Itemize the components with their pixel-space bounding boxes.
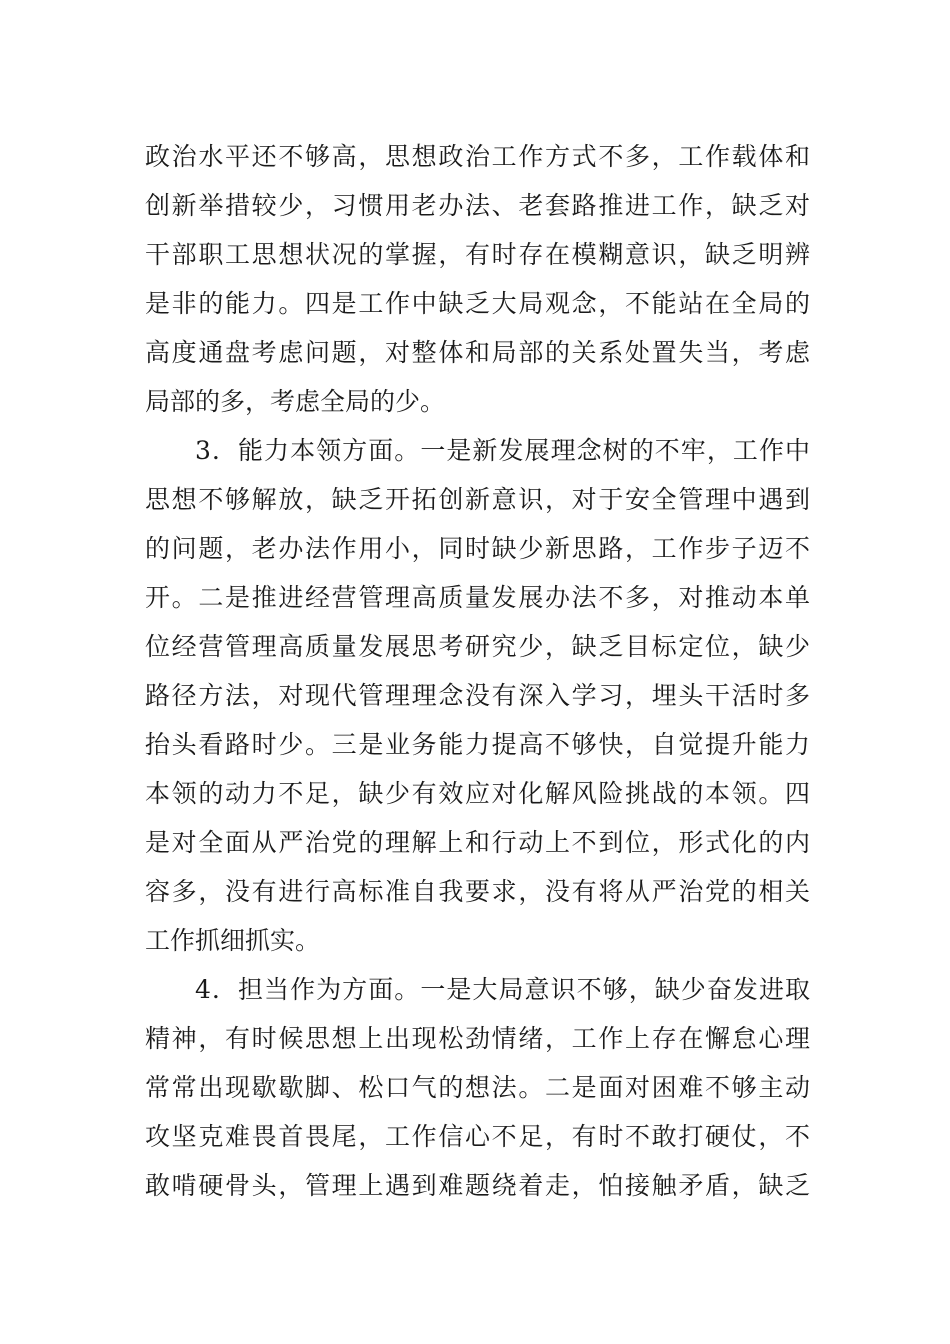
body-text: [145, 132, 810, 1210]
text-line: 抬头看路时少。三是业务能力提高不够快，自觉提升能力: [145, 730, 810, 759]
text-line: 局部的多，考虑全局的少。: [145, 387, 446, 416]
section-heading-line: 4．担当作为方面。一是大局意识不够，缺少奋发进取: [195, 975, 810, 1004]
text-line: 攻坚克难畏首畏尾，工作信心不足，有时不敢打硬仗，不: [145, 1122, 810, 1151]
text-line: 是非的能力。四是工作中缺乏大局观念，不能站在全局的: [145, 289, 810, 318]
text-line: 位经营管理高质量发展思考研究少，缺乏目标定位，缺少: [145, 632, 810, 661]
text-line: 常常出现歇歇脚、松口气的想法。二是面对困难不够主动: [145, 1073, 810, 1102]
text-line: 政治水平还不够高，思想政治工作方式不多，工作载体和: [145, 142, 810, 171]
text-line: 干部职工思想状况的掌握，有时存在模糊意识，缺乏明辨: [145, 240, 810, 269]
text-line: 思想不够解放，缺乏开拓创新意识，对于安全管理中遇到: [145, 485, 810, 514]
text-line: 是对全面从严治党的理解上和行动上不到位，形式化的内: [145, 828, 810, 857]
text-line: 精神，有时候思想上出现松劲情绪，工作上存在懈怠心理: [145, 1024, 810, 1053]
text-line: 路径方法，对现代管理理念没有深入学习，埋头干活时多: [145, 681, 810, 710]
text-line: 开。二是推进经营管理高质量发展办法不多，对推动本单: [145, 583, 810, 612]
text-line: 容多，没有进行高标准自我要求，没有将从严治党的相关: [145, 877, 810, 906]
text-line: 创新举措较少，习惯用老办法、老套路推进工作，缺乏对: [145, 191, 810, 220]
text-line: 敢啃硬骨头，管理上遇到难题绕着走，怕接触矛盾，缺乏: [145, 1171, 810, 1200]
text-line: 工作抓细抓实。: [145, 926, 321, 955]
section-heading-line: 3．能力本领方面。一是新发展理念树的不牢，工作中: [195, 436, 810, 465]
text-line: 本领的动力不足，缺少有效应对化解风险挑战的本领。四: [145, 779, 810, 808]
text-line: 的问题，老办法作用小，同时缺少新思路，工作步子迈不: [145, 534, 810, 563]
text-line: 高度通盘考虑问题，对整体和局部的关系处置失当，考虑: [145, 338, 810, 367]
